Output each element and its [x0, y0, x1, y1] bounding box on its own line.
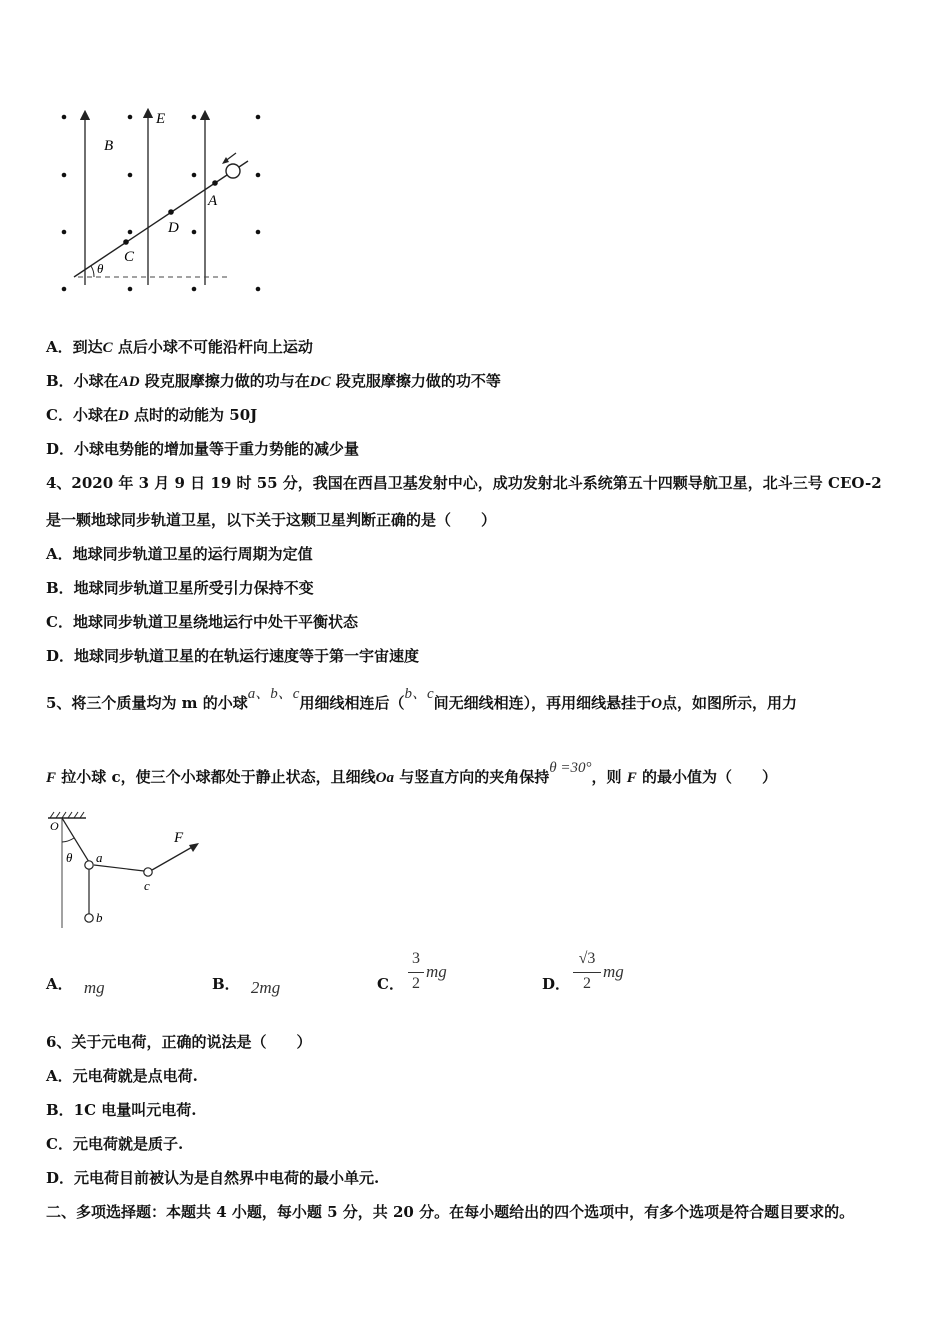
- ball: [226, 164, 240, 178]
- q4-option-b: B．地球同步轨道卫星所受引力保持不变: [46, 579, 314, 597]
- q5-option-c-label: C．: [377, 975, 404, 993]
- ball-c: [144, 868, 152, 876]
- q3-option-c: C．小球在D 点时的动能为 50J: [46, 406, 258, 424]
- label-theta: θ: [97, 261, 104, 276]
- label-d: D: [168, 220, 179, 236]
- q6-option-b: B．1C 电量叫元电荷.: [46, 1101, 197, 1119]
- label-a: A: [208, 193, 218, 209]
- label-c: C: [124, 249, 135, 265]
- q5-option-a: A． mg: [46, 975, 105, 997]
- label-theta: θ: [66, 850, 73, 865]
- q3-option-d: D．小球电势能的增加量等于重力势能的减少量: [46, 440, 360, 458]
- force-arrow: [152, 846, 194, 870]
- section-2-heading: 二、多项选择题：本题共 4 小题，每小题 5 分，共 20 分。在每小题给出的四个选项中，有多个选项是符合题目要求的。: [46, 1203, 855, 1221]
- q5-stem-line2: F 拉小球 c，使三个小球都处于静止状态，且细线Oa 与竖直方向的夹角保持θ =30°，则 F 的最小值为（ ）: [46, 760, 777, 786]
- ball-a: [85, 861, 93, 869]
- q6-stem: 6、关于元电荷，正确的说法是（ ）: [46, 1033, 312, 1051]
- label-a: a: [96, 850, 103, 865]
- q6-option-a: A．元电荷就是点电荷.: [46, 1067, 198, 1085]
- q3-option-b: B．小球在AD 段克服摩擦力做的功与在DC 段克服摩擦力做的功不等: [46, 372, 501, 390]
- q6-option-c: C．元电荷就是质子.: [46, 1135, 184, 1153]
- q3-option-a: A．到达C 点后小球不可能沿杆向上运动: [46, 338, 313, 356]
- q4-option-c: C．地球同步轨道卫星绕地运行中处干平衡状态: [46, 613, 358, 631]
- q5-option-d-label: D．: [542, 975, 571, 993]
- q5-stem-line1: 5、将三个质量均为 m 的小球a、b、c用细线相连后（b、c间无细线相连），再用细线悬挂于O点，如图所示，用力: [46, 686, 797, 712]
- point-c: [123, 239, 129, 245]
- theta-arc: [91, 266, 94, 277]
- electric-field-lines: [85, 113, 205, 285]
- q5-option-c-fraction: 3 2 mg: [406, 950, 456, 1000]
- q5-option-b: B． 2mg: [212, 975, 281, 997]
- inclined-rod: [74, 161, 248, 277]
- q4-stem-line1: 4、2020 年 3 月 9 日 19 时 55 分，我国在西昌卫基发射中心，成功发射北斗系统第五十四颗导航卫星，北斗三号 CEO-2: [46, 474, 882, 492]
- q4-option-a: A．地球同步轨道卫星的运行周期为定值: [46, 545, 313, 563]
- point-d: [168, 209, 174, 215]
- q4-stem-line2: 是一颗地球同步轨道卫星，以下关于这颗卫星判断正确的是（ ）: [46, 511, 497, 529]
- q4-option-d: D．地球同步轨道卫星的在轨运行速度等于第一宇宙速度: [46, 647, 420, 665]
- q6-option-d: D．元电荷目前被认为是自然界中电荷的最小单元.: [46, 1169, 380, 1187]
- string-ac: [94, 865, 144, 871]
- label-b: b: [96, 910, 103, 925]
- label-b: B: [104, 138, 114, 154]
- q5-option-d-fraction: √3 2 mg: [573, 950, 633, 1000]
- label-o: O: [50, 819, 59, 833]
- ball-b: [85, 914, 93, 922]
- label-f: F: [174, 830, 184, 846]
- label-c: c: [144, 878, 150, 893]
- point-a: [212, 180, 218, 186]
- label-e: E: [156, 111, 166, 127]
- figure-inclined-rod-field: [50, 105, 280, 305]
- figure-hanging-balls: [42, 810, 212, 935]
